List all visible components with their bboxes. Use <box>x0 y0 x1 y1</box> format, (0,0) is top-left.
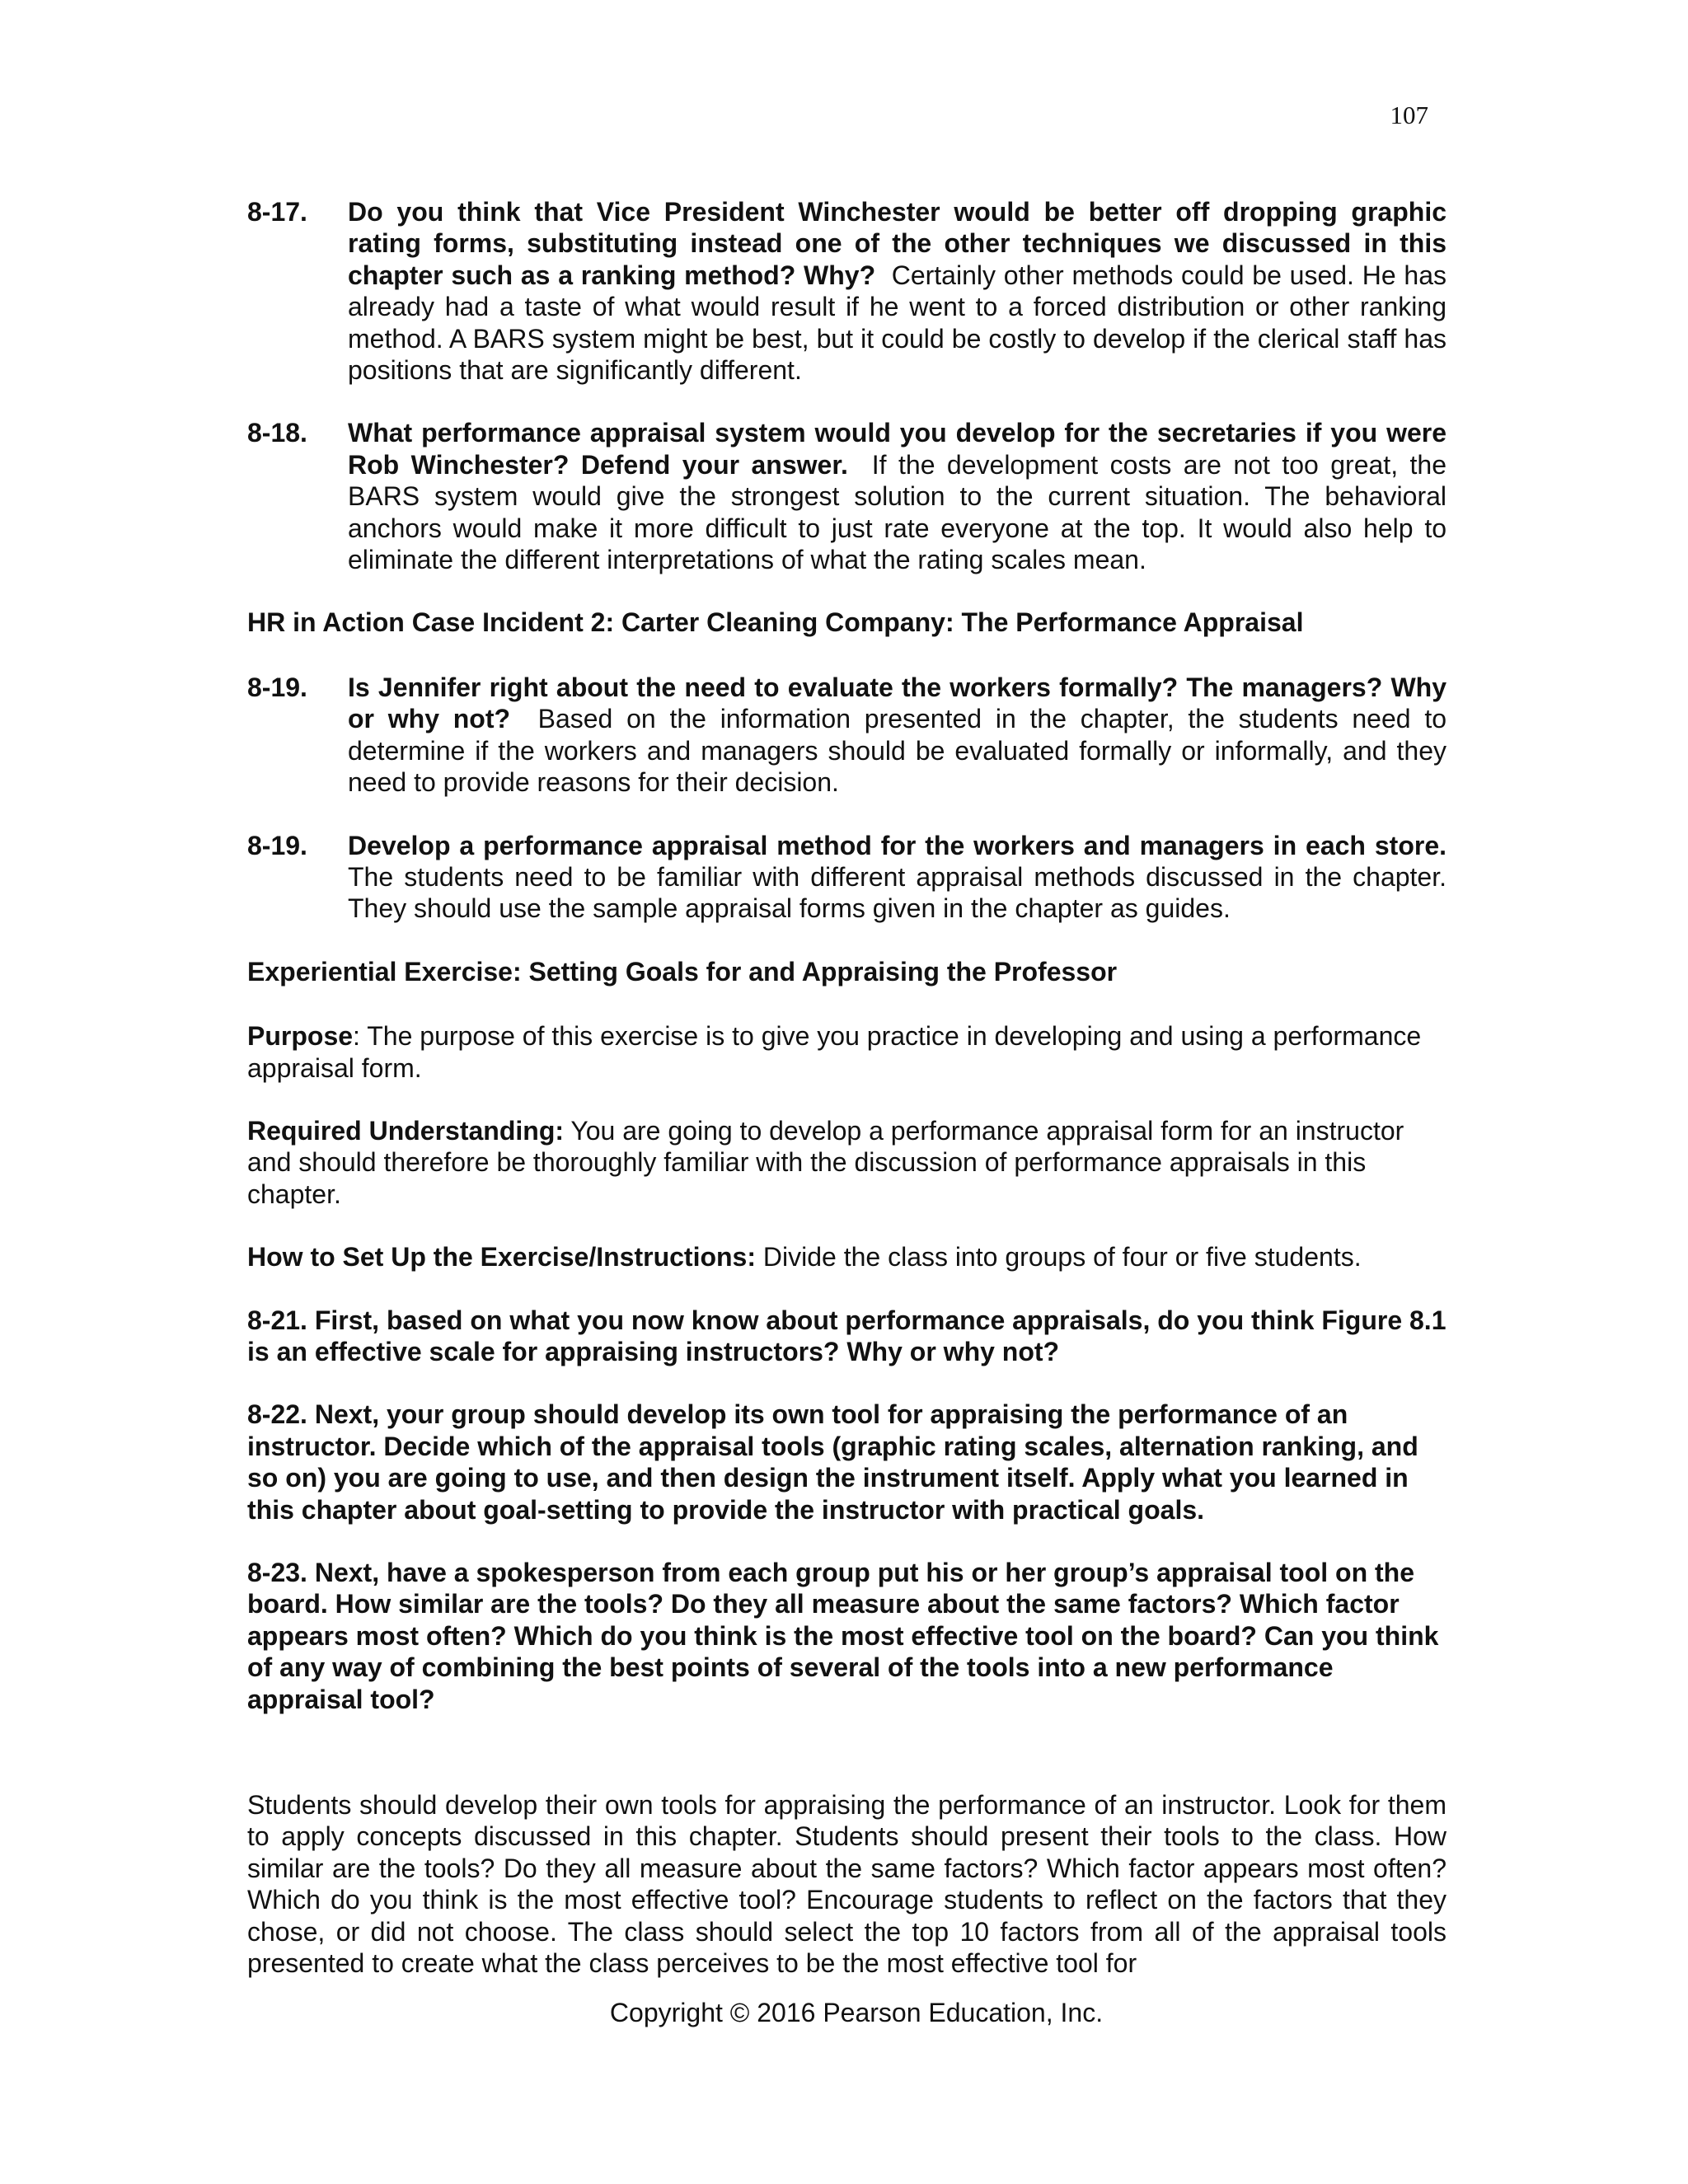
exercise-heading: Experiential Exercise: Setting Goals for and Appraising the Professor <box>247 956 1118 987</box>
question-8-17 <box>247 196 1447 386</box>
setup-label: How to Set Up the Exercise/Instructions: <box>247 1242 756 1272</box>
setup-paragraph <box>247 1241 1447 1272</box>
question-number: 8-19. <box>247 830 307 860</box>
page-number: 107 <box>1390 101 1428 129</box>
answer-text: If the development costs are not too great, the BARS system would give the strongest solution to the current situation. The behavioral anchors would make it more difficult to just rate everyone at the top. It would also help to eliminate the different interpretations of what the rating scales mean. <box>348 449 1447 575</box>
question-body <box>348 672 1447 799</box>
question-text: Do you think that Vice President Winchester would be better off dropping graphic rating forms, substituting instead one of the other techniques we discussed in this chapter such as a ranking method? Why? <box>348 197 1447 290</box>
case-incident-heading: HR in Action Case Incident 2: Carter Cleaning Company: The Performance Appraisal <box>247 607 1304 638</box>
required-understanding-paragraph <box>247 1115 1447 1210</box>
question-8-19-b <box>247 830 1447 925</box>
question-text: Develop a performance appraisal method for the workers and managers in each store. <box>348 830 1447 860</box>
answer-text: Certainly other methods could be used. He has already had a taste of what would result if he went to a forced distribution or other ranking method. A BARS system might be best, but it could be costly to develop if the clerical staff has positions that are significantly different. <box>348 260 1447 386</box>
question-8-23: 8-23. Next, have a spokesperson from each group put his or her group’s appraisal tool on the board. How similar are the tools? Do they all measure about the same factors? Which factor appears most often? Which do you think is the most effective tool on the board? Can you think of any way of combining the best points of several of the tools into a new performance appraisal tool? <box>247 1558 1439 1714</box>
question-text: Is Jennifer right about the need to evaluate the workers formally? The managers? Why or why not? <box>348 672 1447 734</box>
question-8-22: 8-22. Next, your group should develop its own tool for appraising the performance of an instructor. Decide which of the appraisal tools (graphic rating scales, alternation ranking, and so on) you are going to use, and then design the instrument itself. Apply what you learned in this chapter about goal-setting to provide the instructor with practical goals. <box>247 1399 1418 1525</box>
question-body <box>348 417 1447 575</box>
question-body <box>348 196 1447 386</box>
question-number: 8-17. <box>247 197 307 227</box>
setup-text: Divide the class into groups of four or five students. <box>756 1242 1362 1272</box>
purpose-text: : The purpose of this exercise is to give you practice in developing and using a performance appraisal form. <box>247 1021 1422 1083</box>
question-8-18 <box>247 417 1447 575</box>
required-understanding-label: Required Understanding: <box>247 1115 565 1146</box>
purpose-paragraph <box>247 1020 1447 1084</box>
answer-text: The students need to be familiar with different appraisal methods discussed in the chapter. They should use the sample appraisal forms given in the chapter as guides. <box>348 861 1447 924</box>
closing-paragraph: Students should develop their own tools for appraising the performance of an instructor. Look for them to apply concepts discussed in this chapter. Students should present their tools to the class. How similar are the tools? Do they all measure about the same factors? Which factor appears most often? Which do you think is the most effective tool? Encourage students to reflect on the factors that they chose, or did not choose. The class should select the top 10 factors from all of the appraisal tools presented to create what the class perceives to be the most effective tool for <box>247 1790 1447 1979</box>
question-number: 8-19. <box>247 672 307 702</box>
copyright-footer: Copyright © 2016 Pearson Education, Inc. <box>609 1998 1104 2027</box>
purpose-label: Purpose <box>247 1021 354 1052</box>
question-body <box>348 830 1447 925</box>
question-8-21: 8-21. First, based on what you now know about performance appraisals, do you think Figure 8.1 is an effective scale for appraising instructors? Why or why not? <box>247 1305 1447 1366</box>
required-understanding-text: You are going to develop a performance appraisal form for an instructor and should therefore be thoroughly familiar with the discussion of performance appraisals in this chapter. <box>247 1115 1404 1209</box>
question-text: What performance appraisal system would you develop for the secretaries if you were Rob Winchester? Defend your answer. <box>348 418 1447 480</box>
page-content <box>247 196 1447 1979</box>
answer-text: Based on the information presented in the chapter, the students need to determine if the workers and managers should be evaluated formally or informally, and they need to provide reasons for their decision. <box>348 704 1447 798</box>
question-number: 8-18. <box>247 418 307 448</box>
question-8-19-a <box>247 672 1447 799</box>
